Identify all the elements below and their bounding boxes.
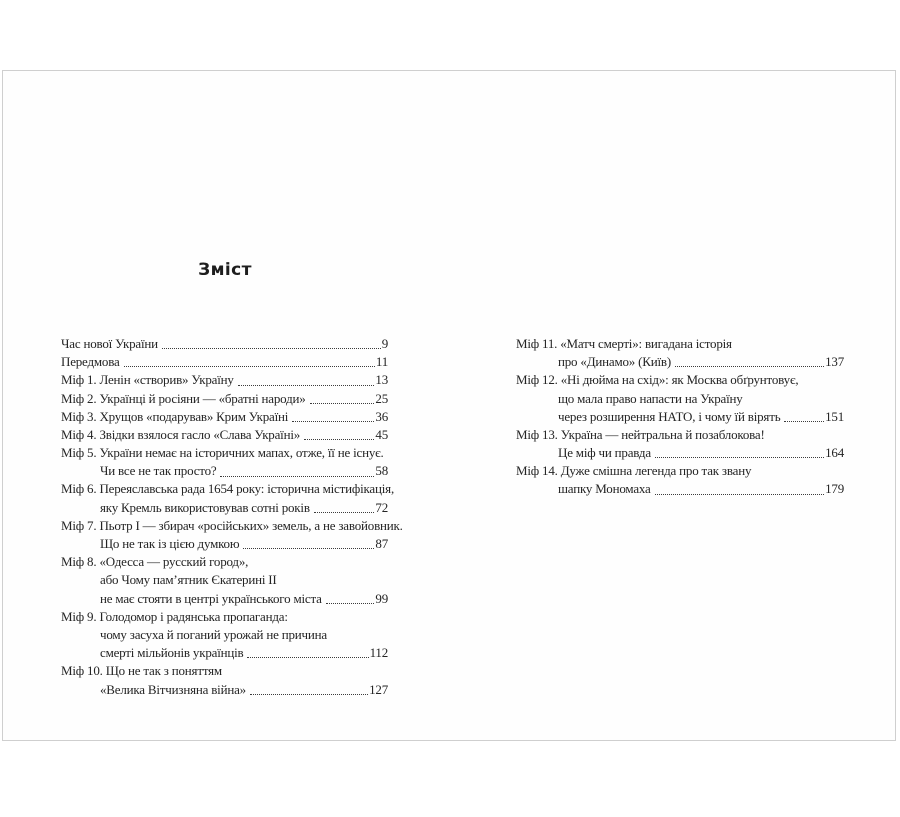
toc-line xyxy=(516,408,844,426)
toc-line xyxy=(61,608,388,626)
dot-leader xyxy=(238,385,375,386)
page-number: 99 xyxy=(375,590,388,606)
page-number: 58 xyxy=(375,463,388,479)
toc-line xyxy=(516,444,844,462)
page-number: 25 xyxy=(375,390,388,406)
toc-entry-text: Міф 9. Голодомор і радянська пропаганда: xyxy=(61,608,288,624)
book-page xyxy=(2,70,896,741)
toc-entry-text: що мала право напасти на Україну xyxy=(558,390,743,406)
toc-line xyxy=(61,681,388,699)
page-number: 36 xyxy=(375,408,388,424)
page-number: 45 xyxy=(375,426,388,442)
page-number: 87 xyxy=(375,536,388,552)
toc-line xyxy=(516,481,844,499)
dot-leader xyxy=(162,348,381,349)
toc-entry-text: Міф 12. «Ні дюйма на схід»: як Москва обґрунтовує, xyxy=(516,372,799,388)
toc-line xyxy=(61,444,388,462)
dot-leader xyxy=(304,439,374,440)
page-number: 13 xyxy=(375,372,388,388)
page-number: 179 xyxy=(825,481,844,497)
toc-line xyxy=(61,353,388,371)
toc-line xyxy=(516,426,844,444)
dot-leader xyxy=(310,403,375,404)
dot-leader xyxy=(292,421,374,422)
toc-line xyxy=(61,408,388,426)
toc-column-right xyxy=(516,335,844,499)
dot-leader xyxy=(655,457,824,458)
toc-column-left xyxy=(61,335,403,699)
page-number: 127 xyxy=(369,681,388,697)
toc-entry-text: шапку Мономаха xyxy=(558,481,651,497)
toc-entry-text: про «Динамо» (Київ) xyxy=(558,354,671,370)
dot-leader xyxy=(243,548,374,549)
toc-line xyxy=(516,335,844,353)
toc-line xyxy=(516,390,844,408)
toc-entry-text: Міф 10. Що не так з поняттям xyxy=(61,663,222,679)
toc-line xyxy=(516,353,844,371)
toc-entry-text: Це міф чи правда xyxy=(558,445,651,461)
toc-entry-text: Міф 4. Звідки взялося гасло «Слава Україні» xyxy=(61,426,301,442)
toc-entry-text: Міф 11. «Матч смерті»: вигадана історія xyxy=(516,335,732,351)
toc-entry-text: Міф 13. Україна — нейтральна й позаблокова! xyxy=(516,426,765,442)
toc-line xyxy=(61,499,388,517)
toc-line xyxy=(61,335,388,353)
toc-line xyxy=(516,371,844,389)
toc-line xyxy=(61,426,388,444)
toc-entry-text: Міф 5. України немає на історичних мапах, отже, її не існує. xyxy=(61,445,384,461)
dot-leader xyxy=(314,512,375,513)
dot-leader xyxy=(326,603,375,604)
toc-entry-text: Міф 6. Переяславська рада 1654 року: історична містифікація, xyxy=(61,481,394,497)
toc-entry-text: через розширення НАТО, і чому їй вірять xyxy=(558,408,781,424)
toc-line xyxy=(61,481,394,499)
toc-entry-text: або Чому пам’ятник Єкатерині ІІ xyxy=(100,572,277,588)
dot-leader xyxy=(247,657,368,658)
toc-line xyxy=(61,590,388,608)
toc-entry-text: смерті мільйонів українців xyxy=(100,645,244,661)
toc-line xyxy=(61,371,388,389)
dot-leader xyxy=(675,366,824,367)
toc-line xyxy=(61,553,388,571)
toc-line xyxy=(61,626,388,644)
toc-entry-text: Міф 2. Українці й росіяни — «братні народи» xyxy=(61,390,306,406)
toc-entry-text: Міф 1. Ленін «створив» Україну xyxy=(61,372,234,388)
toc-title: Зміст xyxy=(198,260,252,280)
page-number: 72 xyxy=(375,499,388,515)
toc-line xyxy=(61,644,388,662)
toc-entry-text: Міф 14. Дуже смішна легенда про так звану xyxy=(516,463,752,479)
toc-entry-text: Час нової України xyxy=(61,335,158,351)
dot-leader xyxy=(124,366,375,367)
dot-leader xyxy=(220,476,374,477)
page-number: 11 xyxy=(375,354,388,370)
dot-leader xyxy=(784,421,824,422)
toc-entry-text: яку Кремль використовував сотні років xyxy=(100,499,310,515)
page-number: 9 xyxy=(381,335,388,351)
toc-entry-text: Чи все не так просто? xyxy=(100,463,217,479)
toc-line xyxy=(516,462,844,480)
toc-line xyxy=(61,662,388,680)
toc-entry-text: чому засуха й поганий урожай не причина xyxy=(100,626,327,642)
dot-leader xyxy=(655,494,824,495)
toc-entry-text: «Велика Вітчизняна війна» xyxy=(100,681,246,697)
toc-line xyxy=(61,535,388,553)
page-number: 112 xyxy=(369,645,388,661)
toc-line xyxy=(61,517,403,535)
toc-entry-text: Що не так із цією думкою xyxy=(100,536,240,552)
toc-line xyxy=(61,571,388,589)
toc-line xyxy=(61,390,388,408)
toc-line xyxy=(61,462,388,480)
dot-leader xyxy=(250,694,368,695)
toc-entry-text: Передмова xyxy=(61,354,120,370)
page-number: 151 xyxy=(825,408,844,424)
page-number: 137 xyxy=(825,354,844,370)
toc-entry-text: Міф 7. Пьотр І — збирач «російських» земель, а не завойовник. xyxy=(61,517,403,533)
toc-entry-text: Міф 3. Хрущов «подарував» Крим Україні xyxy=(61,408,289,424)
page-number: 164 xyxy=(825,445,844,461)
toc-entry-text: Міф 8. «Одесса — русский город», xyxy=(61,554,249,570)
toc-entry-text: не має стояти в центрі українського міста xyxy=(100,590,322,606)
